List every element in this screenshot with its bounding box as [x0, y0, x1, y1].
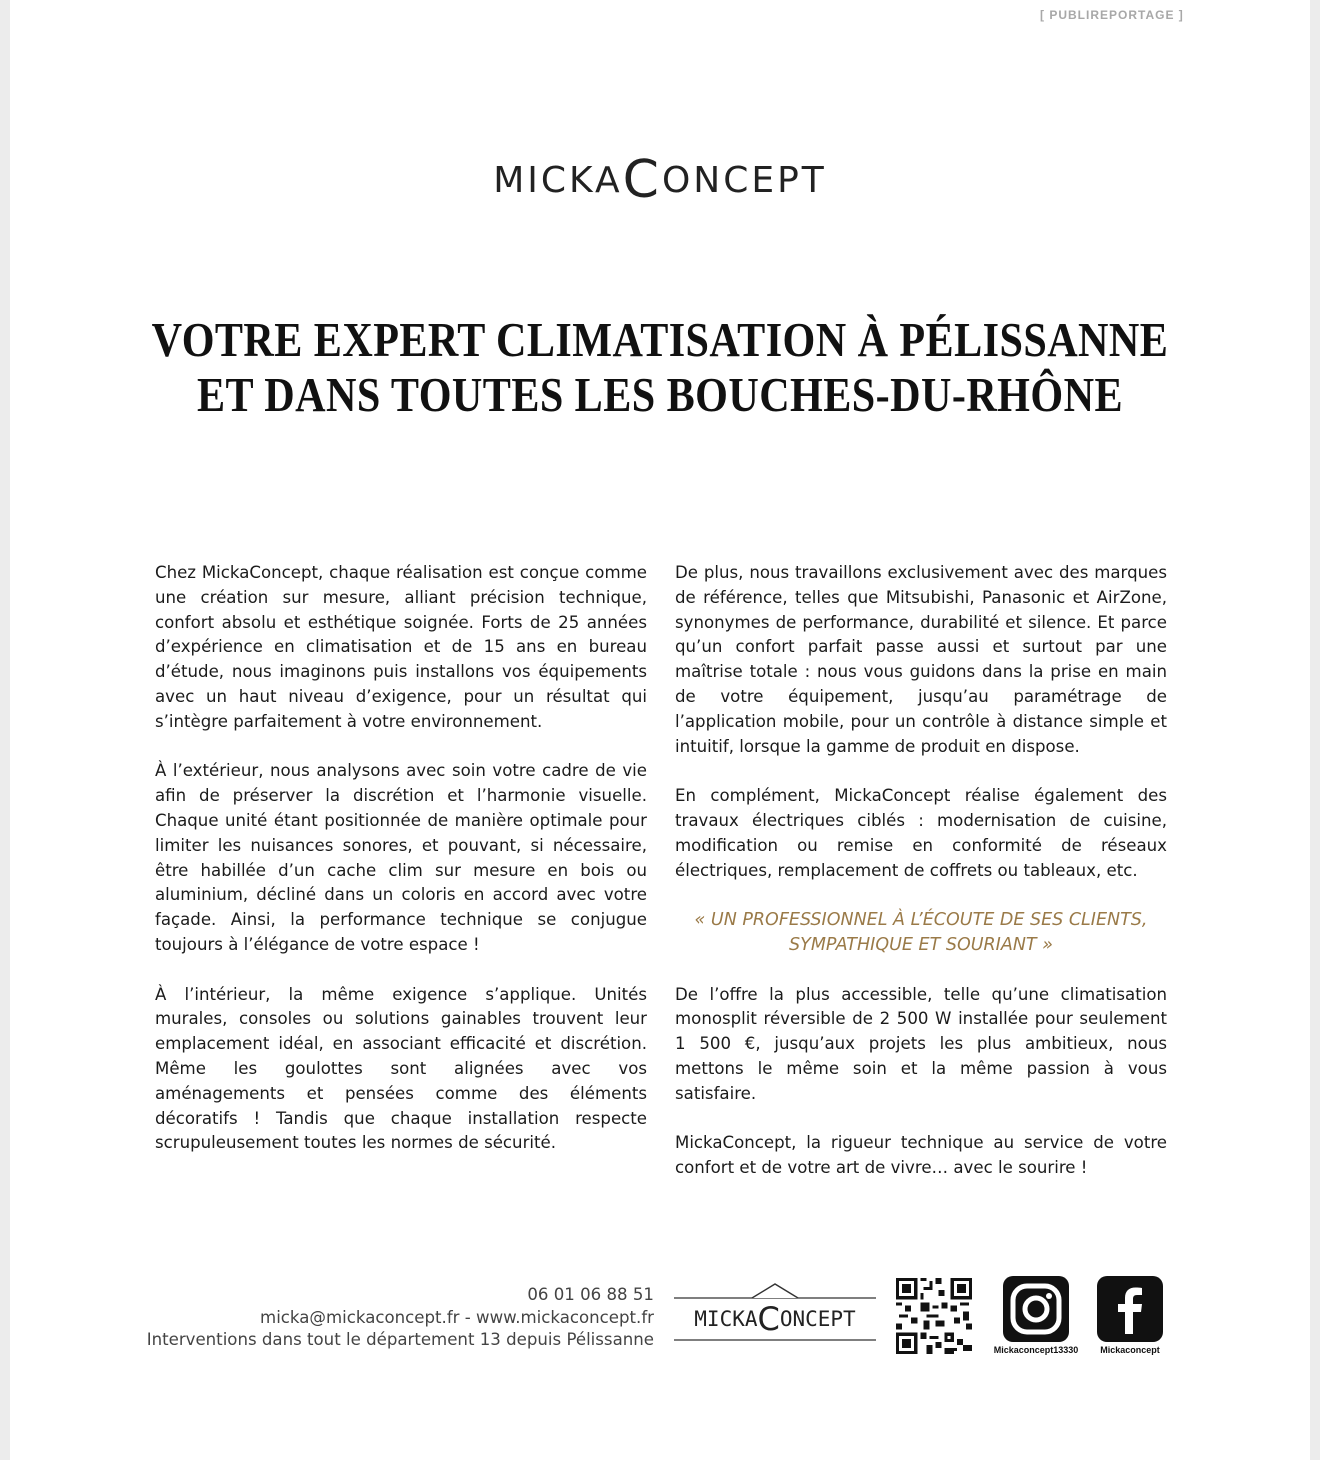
right-column — [675, 561, 1167, 1206]
brand-logo — [10, 150, 1310, 210]
quote-line-2: SYMPATHIQUE ET SOURIANT » — [789, 934, 1053, 955]
facebook-icon — [1097, 1276, 1163, 1342]
title-line-2: ET DANS TOUTES LES BOUCHES-DU-RHÔNE — [196, 367, 1124, 422]
contact-block — [130, 1284, 654, 1352]
left-column — [155, 561, 647, 1181]
footer-logo-suffix: ONCEPT — [779, 1307, 856, 1331]
footer-logo-letter: C — [757, 1300, 780, 1338]
facebook-link[interactable] — [1094, 1276, 1166, 1355]
instagram-icon — [1003, 1276, 1069, 1342]
paragraph: De plus, nous travaillons exclusivement avec des marques de référence, telles que Mitsubishi, Panasonic et AirZone, synonymes de performance, durabilité et silence. Et parce qu’un confort parfait passe aussi et surtout par une maîtrise totale : nous vous guidons dans la prise en main de votre équipement, jusqu’au paramétrage de l’application mobile, pour un contrôle à distance simple et intuitif, lorsque la gamme de produit en dispose. — [675, 563, 1167, 756]
pull-quote — [675, 908, 1167, 958]
paragraph: À l’extérieur, nous analysons avec soin votre cadre de vie afin de préserver la discrétion et l’harmonie visuelle. Chaque unité étant positionnée de manière optimale pour limiter les nuisances sonores, et pouvant, si nécessaire, être habillée d’un cache clim sur mesure en bois ou aluminium, décliné dans un coloris en accord avec votre façade. Ainsi, la performance technique se conjugue toujours à l’élégance de votre espace ! — [155, 761, 647, 954]
brand-logo-suffix: ONCEPT — [661, 160, 827, 201]
qr-code-icon[interactable] — [896, 1278, 972, 1354]
paragraph: MickaConcept, la rigueur technique au service de votre confort et de votre art de vivre… avec le sourire ! — [675, 1133, 1167, 1178]
paragraph: Chez MickaConcept, chaque réalisation est conçue comme une création sur mesure, alliant précision technique, confort absolu et esthétique soignée. Forts de 25 années d’expérience en climatisation et de 15 ans en bureau d’étude, nous imaginons puis installons vos équipements avec un haut niveau d’exigence, pour un résultat qui s’intègre parfaitement à votre environnement. — [155, 563, 647, 731]
paragraph: En complément, MickaConcept réalise également des travaux électriques ciblés : modernisation de cuisine, modification ou remise en conformité de réseaux électriques, remplacement de coffrets ou tableaux, etc. — [675, 786, 1167, 880]
footer-logo — [674, 1280, 876, 1346]
publireportage-tag: [ PUBLIREPORTAGE ] — [1040, 8, 1184, 22]
quote-line-1: « UN PROFESSIONNEL À L’ÉCOUTE DE SES CLIENTS, — [694, 910, 1148, 931]
paragraph: À l’intérieur, la même exigence s’applique. Unités murales, consoles ou solutions gainables trouvent leur emplacement idéal, en associant efficacité et discrétion. Même les goulottes sont alignées avec vos aménagements et pensées comme des éléments décoratifs ! Tandis que chaque installation respecte scrupuleusement toutes les normes de sécurité. — [155, 984, 647, 1153]
page — [10, 0, 1310, 1460]
service-area: Interventions dans tout le département 13 depuis Pélissanne — [146, 1330, 654, 1349]
paragraph: De l’offre la plus accessible, telle qu’une climatisation monosplit réversible de 2 500 W installée pour seulement 1 500 €, jusqu’aux projets les plus ambitieux, nous mettons le même soin et la même passion à vous satisfaire. — [675, 984, 1167, 1103]
instagram-handle: Mickaconcept13330 — [993, 1345, 1079, 1355]
title-line-1: VOTRE EXPERT CLIMATISATION À PÉLISSANNE — [151, 312, 1169, 367]
facebook-handle: Mickaconcept — [1100, 1345, 1160, 1355]
footer-logo-text — [674, 1300, 876, 1338]
email-website[interactable]: micka@mickaconcept.fr - www.mickaconcept.fr — [260, 1307, 654, 1327]
page-title — [101, 312, 1219, 422]
phone-number[interactable]: 06 01 06 88 51 — [527, 1285, 654, 1304]
brand-logo-letter: C — [622, 150, 662, 210]
footer-logo-prefix: MICKA — [694, 1307, 758, 1331]
instagram-link[interactable] — [986, 1276, 1086, 1355]
brand-logo-prefix: MICKA — [493, 160, 623, 201]
